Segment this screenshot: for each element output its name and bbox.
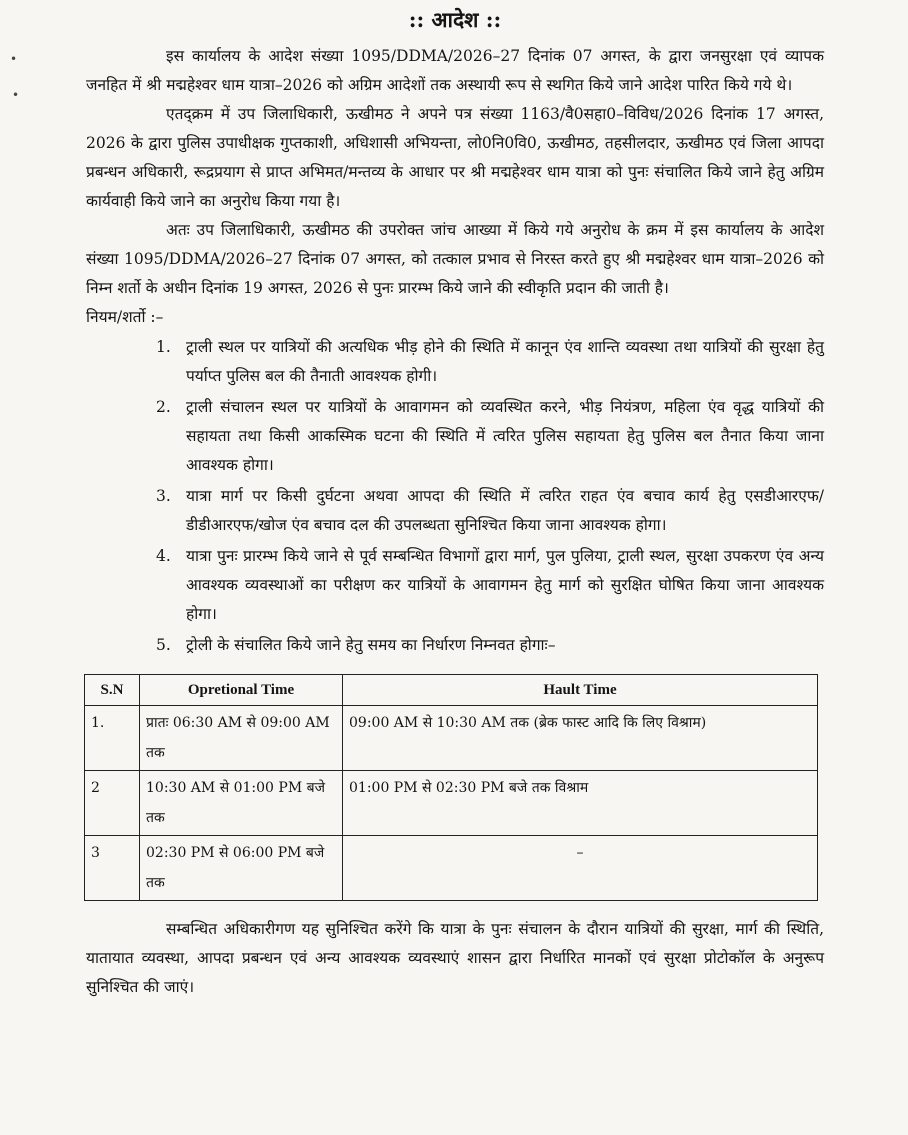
scan-speck: • bbox=[10, 52, 18, 66]
condition-item bbox=[156, 631, 824, 660]
cell-operational-time: 10:30 AM से 01:00 PM बजे तक bbox=[140, 771, 343, 836]
header-sn: S.N bbox=[85, 675, 140, 706]
table-row bbox=[85, 771, 818, 836]
condition-number: 1. bbox=[156, 338, 171, 356]
condition-item bbox=[156, 333, 824, 391]
condition-item bbox=[156, 542, 824, 629]
scan-speck: • bbox=[12, 88, 20, 102]
condition-number: 5. bbox=[156, 636, 171, 654]
cell-halt-time: – bbox=[343, 836, 818, 901]
table-row bbox=[85, 836, 818, 901]
condition-text: यात्रा पुनः प्रारम्भ किये जाने से पूर्व सम्बन्धित विभागों द्वारा मार्ग, पुल पुलिया, ट्राली स्थल, सुरक्षा उपकरण एंव अन्य आवश्यक व्यवस्थाओं का परीक्षण कर यात्रियों के आवागमन हेतु मार्ग को सुरक्षित घोषित किया जाना आवश्यक होगा। bbox=[186, 547, 824, 623]
paragraph-2: एतद्क्रम में उप जिलाधिकारी, ऊखीमठ ने अपने पत्र संख्या 1163/वै0सहा0–विविध/2026 दिनांक 17 अगस्त, 2026 के द्वारा पुलिस उपाधीक्षक गुप्तकाशी, अधिशासी अभियन्ता, लो0नि0वि0, ऊखीमठ, तहसीलदार, ऊखीमठ एवं जिला आपदा प्रबन्धन अधिकारी, रूद्रप्रयाग से प्राप्त अभिमत/मन्तव्य के आधार पर श्री मद्महेश्वर धाम यात्रा को पुनः संचालित किये जाने हेतु अग्रिम कार्यवाही किये जाने का अनुरोध किया गया है। bbox=[86, 105, 824, 210]
condition-item bbox=[156, 393, 824, 480]
paragraph-1: इस कार्यालय के आदेश संख्या 1095/DDMA/2026–27 दिनांक 07 अगस्त, के द्वारा जनसुरक्षा एवं व्यापक जनहित में श्री मद्महेश्वर धाम यात्रा–2026 को अग्रिम आदेशों तक अस्थायी रूप से स्थगित किये जाने आदेश पारित किये गये थे। bbox=[86, 47, 824, 94]
condition-text: ट्राली संचालन स्थल पर यात्रियों के आवागमन को व्यवस्थित करने, भीड़ नियंत्रण, महिला एंव वृद्ध यात्रियों की सहायता तथा किसी आकस्मिक घटना की स्थिति में त्वरित पुलिस सहायता हेतु पुलिस बल तैनात किया जाना आवश्यक होगा। bbox=[186, 398, 824, 474]
condition-text: ट्रोली के संचालित किये जाने हेतु समय का निर्धारण निम्नवत होगाः– bbox=[186, 636, 556, 654]
conditions-list bbox=[86, 333, 824, 660]
trolley-timing-table bbox=[84, 674, 818, 901]
rules-heading: नियम/शर्तो :– bbox=[86, 308, 164, 326]
condition-number: 4. bbox=[156, 547, 171, 565]
cell-sn: 3 bbox=[85, 836, 140, 901]
table-header-row bbox=[85, 675, 818, 706]
header-operational-time: Opretional Time bbox=[140, 675, 343, 706]
condition-item bbox=[156, 482, 824, 540]
table-row bbox=[85, 706, 818, 771]
condition-number: 2. bbox=[156, 398, 171, 416]
condition-text: यात्रा मार्ग पर किसी दुर्घटना अथवा आपदा की स्थिति में त्वरित राहत एंव बचाव कार्य हेतु एसडीआरएफ/डीडीआरएफ/खोज एंव बचाव दल की उपलब्धता सुनिश्चित किया जाना आवश्यक होगा। bbox=[186, 487, 824, 534]
closing-paragraph: सम्बन्धित अधिकारीगण यह सुनिश्चित करेंगे कि यात्रा के पुनः संचालन के दौरान यात्रियों की सुरक्षा, मार्ग की स्थिति, यातायात व्यवस्था, आपदा प्रबन्धन एवं अन्य आवश्यक व्यवस्थाएं शासन द्वारा निर्धारित मानकों एवं सुरक्षा प्रोटोकॉल के अनुरूप सुनिश्चित की जाएं। bbox=[86, 920, 824, 996]
paragraph-3: अतः उप जिलाधिकारी, ऊखीमठ की उपरोक्त जांच आख्या में किये गये अनुरोध के क्रम में इस कार्यालय के आदेश संख्या 1095/DDMA/2026–27 दिनांक 07 अगस्त, को तत्काल प्रभाव से निरस्त करते हुए श्री मद्महेश्वर धाम यात्रा–2026 को निम्न शर्तो के अधीन दिनांक 19 अगस्त, 2026 से पुनः प्रारम्भ किये जाने की स्वीकृति प्रदान की जाती है। bbox=[86, 221, 824, 297]
cell-sn: 1. bbox=[85, 706, 140, 771]
order-title: :: आदेश :: bbox=[408, 7, 502, 32]
cell-halt-time: 09:00 AM से 10:30 AM तक (ब्रेक फास्ट आदि कि लिए विश्राम) bbox=[343, 706, 818, 771]
cell-operational-time: प्रातः 06:30 AM से 09:00 AM तक bbox=[140, 706, 343, 771]
condition-number: 3. bbox=[156, 487, 171, 505]
condition-text: ट्राली स्थल पर यात्रियों की अत्यधिक भीड़ होने की स्थिति में कानून एंव शान्ति व्यवस्था तथा यात्रियों की सुरक्षा हेतु पर्याप्त पुलिस बल की तैनाती आवश्यक होगी। bbox=[186, 338, 824, 385]
cell-sn: 2 bbox=[85, 771, 140, 836]
cell-halt-time: 01:00 PM से 02:30 PM बजे तक विश्राम bbox=[343, 771, 818, 836]
cell-operational-time: 02:30 PM से 06:00 PM बजे तक bbox=[140, 836, 343, 901]
header-halt-time: Hault Time bbox=[343, 675, 818, 706]
